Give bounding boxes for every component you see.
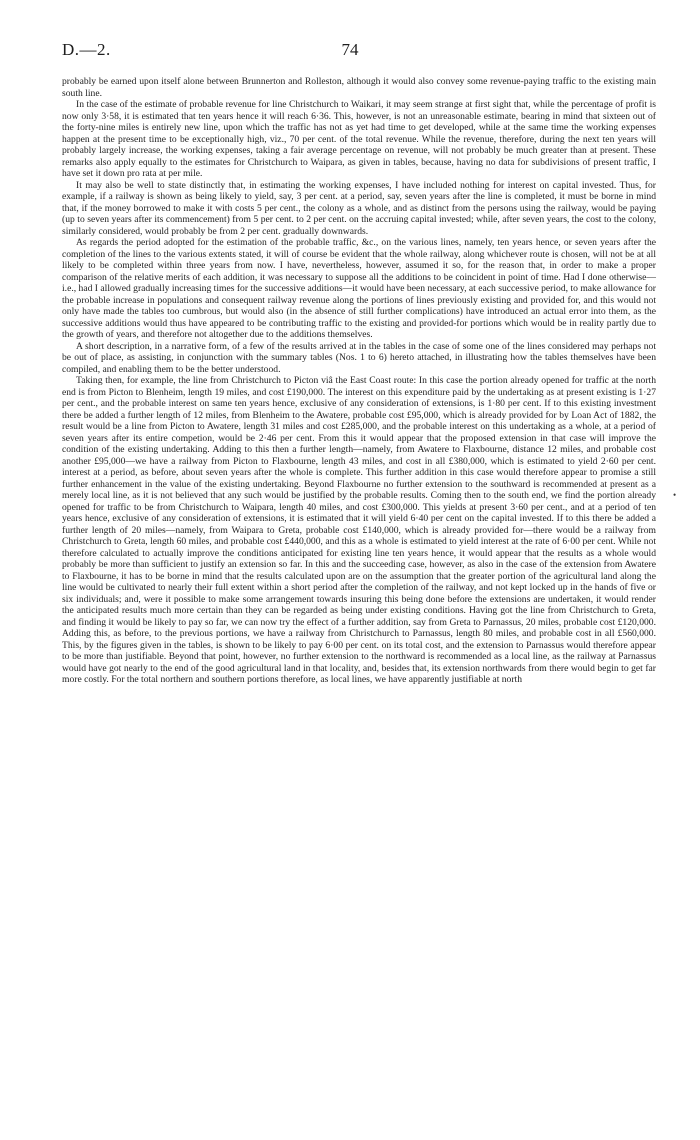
paragraph: A short description, in a narrative form, of a few of the results arrived at in the tables in the case of some one of the lines considered may perhaps not be out of place, as assisting, in conjunction with the summary tables (Nos. 1 to 6) hereto attached, in illustrating how the tables themselves have been compiled, and enabling them to be the better understood. (62, 340, 656, 375)
body-text (62, 76, 656, 686)
page-number: 74 (341, 40, 359, 59)
margin-mark: • (673, 490, 677, 500)
paragraph: Taking then, for example, the line from Christchurch to Picton viâ the East Coast route: In this case the portion already opened for traffic at the north end is from Picton to Blenheim, length 19 miles, and cost £190,000. The interest on this expenditure paid by the undertaking as at present existing is 1·27 per cent., and the probable interest on same ten years hence, exclusive of any consideration of extensions, is 1·80 per cent. If to this existing investment there be added a further length of 12 miles, from Blenheim to the Awatere, probable cost £95,000, which is already provided for by Loan Act of 1882, the result would be a line from Picton to Awatere, length 31 miles and cost £285,000, and the probable interest on this undertaking as a whole, at a period of seven years after its entire competion, would be 2·46 per cent. From this it would appear that the proposed extension in that case will improve the condition of the existing undertaking. Adding to this then a further length—namely, from Awatere to Flaxbourne, distance 12 miles, and probable cost another £95,000—we have a railway from Picton to Flaxbourne, length 43 miles, and cost in all £380,000, which is estimated to yield 2·60 per cent. interest at a period, as before, about seven years after the whole is complete. This further addition in this case would therefore appear to promise a still further enhancement in the value of the existing undertaking. Beyond Flaxbourne no further extension to the southward is recommended at present as a merely local line, as it is not believed that any such would be justified by the probable results. Coming then to the south end, we find the portion already opened for traffic to be from Christchurch to Waipara, length 40 miles, and cost £300,000. This yields at present 3·60 per cent., and at a period of ten years hence, exclusive of any consideration of extensions, it is estimated that it will yield 6·40 per cent on the capital invested. If to this there be added a further length of 20 miles—namely, from Waipara to Greta, probable cost £140,000, which is already provided for—there would be a railway from Christchurch to Greta, length 60 miles, and probable cost £440,000, and this as a whole is estimated to yield interest at the rate of 6·00 per cent. While not therefore calculated to actually improve the conditions anticipated for existing line ten years hence, it would appear that the results as a whole would probably be more than sufficient to justify an extension so far. In this and the succeeding case, however, as also in the case of the extension from Awatere to Flaxbourne, it has to be borne in mind that the results calculated upon are on the assumption that the greater portion of the agricultural land along the line would be cultivated to nearly their full extent within a short period after the completion of the railway, and not kept locked up in the hands of five or six individuals; and, were it possible to make some arrangement towards insuring this being done before the extensions are undertaken, it would render the anticipated results much more certain than they can be regarded as being under existing conditions. Having got the line from Christchurch to Greta, and finding it would be likely to pay so far, we can now try the effect of a further addition, say from Greta to Parnassus, 20 miles, probable cost £120,000. Adding this, as before, to the previous portions, we have a railway from Christchurch to Parnassus, length 80 miles, and probable cost in all £560,000. This, by the figures given in the tables, is shown to be likely to pay 6·00 per cent. on its total cost, and the extension to Parnassus would therefore appear to be more than justifiable. Beyond that point, however, no further extension to the northward is recommended as a local line, as the railway at Parnassus would have got nearly to the end of the good agricultural land in that locality, and, besides that, its extension northwards from there would begin to get far more costly. For the total northern and southern portions therefore, as local lines, we have apparently justifiable at north (62, 375, 656, 685)
paragraph: probably be earned upon itself alone between Brunnerton and Rolleston, although it would also convey some revenue-paying traffic to the existing main south line. (62, 76, 656, 99)
document-reference: D.—2. (62, 40, 111, 59)
paragraph: As regards the period adopted for the estimation of the probable traffic, &c., on the various lines, namely, ten years hence, or seven years after the completion of the lines to the various extents stated, it will of course be evident that the whole railway, along whichever route is chosen, will not be at all likely to be completed within three years from now. I have, nevertheless, however, assumed it so, for the reason that, in order to make a proper comparison of the relative merits of each addition, it was necessary to suppose all the additions to be coincident in point of time. Had I done otherwise—i.e., had I allowed gradually increasing times for the successive additions—it would have been necessary, at each successive period, to make allowance for the probable increase in populations and consequent railway revenue along the portions of lines previously existing and provided for, and this would not only have made the tables too cumbrous, but would also (in the absence of still further complications) have introduced an actual error into them, as the successive additions would thus have appeared to be contributing traffic to the existing and provided-for portions which would be in reality partly due to the growth of years, and therefore not altogether due to the additions themselves. (62, 237, 656, 340)
paragraph: In the case of the estimate of probable revenue for line Christchurch to Waikari, it may seem strange at first sight that, while the percentage of profit is now only 3·58, it is estimated that ten years hence it will reach 6·36. This, however, is not an unreasonable estimate, bearing in mind that sixteen out of the forty-nine miles is entirely new line, upon which the traffic has not as yet had time to get developed, while at the same time the working expenses happen at the present time to be exceptionally high, viz., 70 per cent. of the total revenue. While the revenue, therefore, during the next ten years will probably largely increase, the working expenses, taking a fair average percentage on revenue, will not probably be much greater than at present. These remarks also apply equally to the estimates for Christchurch to Waipara, as given in tables, because, having no data for subdivisions of present traffic, I have set it down pro rata at per mile. (62, 99, 656, 179)
page-header (62, 40, 638, 64)
paragraph: It may also be well to state distinctly that, in estimating the working expenses, I have included nothing for interest on capital invested. Thus, for example, if a railway is shown as being likely to yield, say, 3 per cent. at a period, say, seven years after the line is completed, it must be borne in mind that, if the money borrowed to make it with costs 5 per cent., the colony as a whole, and as distinct from the persons using the railway, would be paying (up to seven years after its commencement) from 5 per cent. to 2 per cent. on the accruing capital invested; while, after seven years, the cost to the colony, similarly considered, would probably be from 2 per cent. gradually downwards. (62, 179, 656, 237)
